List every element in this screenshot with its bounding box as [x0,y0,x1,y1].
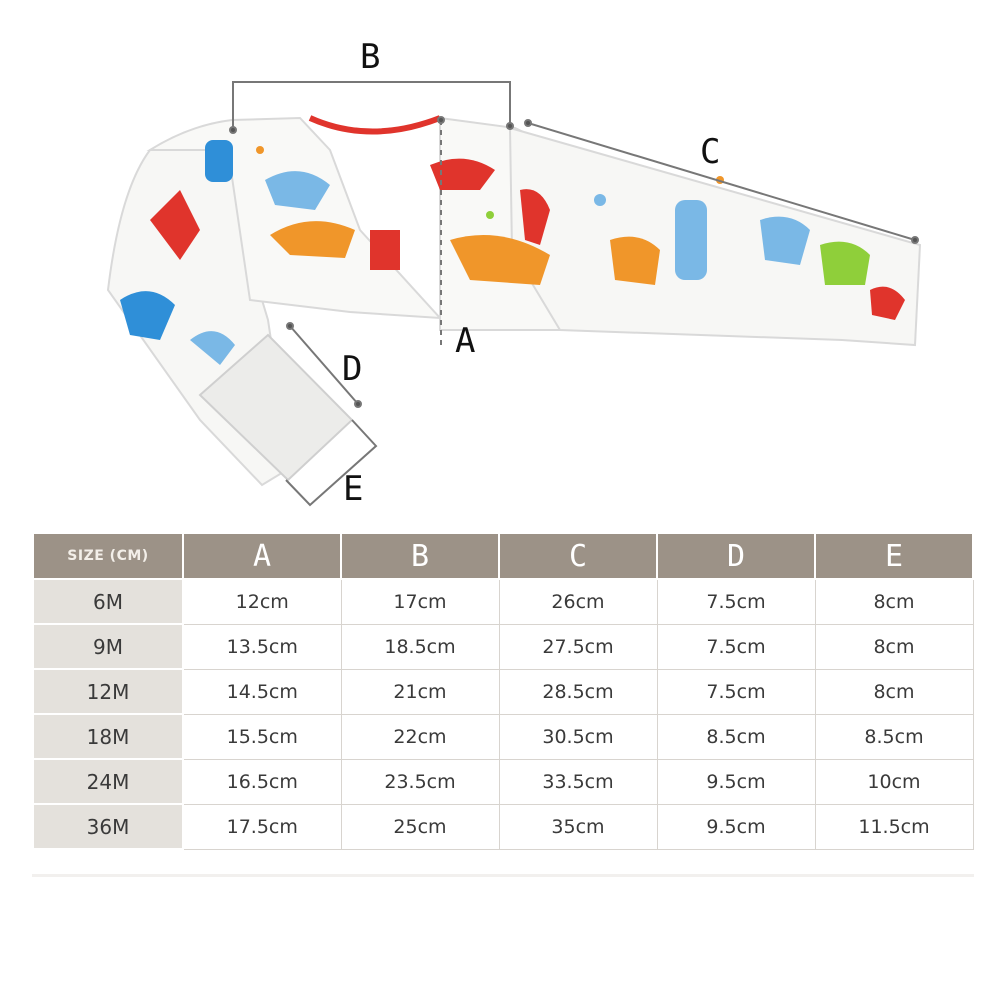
table-cell: 7.5cm [657,579,815,624]
size-label: 6M [33,579,183,624]
table-cell: 26cm [499,579,657,624]
table-cell: 7.5cm [657,624,815,669]
table-cell: 28.5cm [499,669,657,714]
table-cell: 18.5cm [341,624,499,669]
neckline [310,118,440,132]
column-header-d: D [657,533,815,579]
table-cell: 14.5cm [183,669,341,714]
column-header-c: C [499,533,657,579]
table-cell: 21cm [341,669,499,714]
size-chart-table [32,532,974,850]
table-row [33,579,973,624]
table-row [33,759,973,804]
table-cell: 23.5cm [341,759,499,804]
table-cell: 30.5cm [499,714,657,759]
shrug-garment [108,118,920,485]
size-label: 24M [33,759,183,804]
table-cell: 15.5cm [183,714,341,759]
table-cell: 8.5cm [815,714,973,759]
table-row [33,624,973,669]
table-cell: 8.5cm [657,714,815,759]
table-cell: 16.5cm [183,759,341,804]
size-label: 9M [33,624,183,669]
column-header-e: E [815,533,973,579]
table-shadow-divider [32,874,974,877]
table-row [33,714,973,759]
size-label: 36M [33,804,183,849]
size-label: 18M [33,714,183,759]
size-column-header: SIZE (CM) [33,533,183,579]
table-cell: 10cm [815,759,973,804]
table-cell: 8cm [815,669,973,714]
table-cell: 27.5cm [499,624,657,669]
table-cell: 17cm [341,579,499,624]
label-e: E [343,469,364,509]
table-cell: 11.5cm [815,804,973,849]
table-cell: 35cm [499,804,657,849]
table-cell: 22cm [341,714,499,759]
table-cell: 12cm [183,579,341,624]
table-cell: 8cm [815,624,973,669]
table-header-row [33,533,973,579]
table-cell: 17.5cm [183,804,341,849]
table-row [33,669,973,714]
table-cell: 8cm [815,579,973,624]
table-cell: 7.5cm [657,669,815,714]
table-cell: 25cm [341,804,499,849]
table-cell: 33.5cm [499,759,657,804]
table-row [33,804,973,849]
column-header-b: B [341,533,499,579]
label-a: A [455,321,476,361]
label-b: B [360,37,381,77]
label-d: D [342,349,363,389]
table-cell: 13.5cm [183,624,341,669]
column-header-a: A [183,533,341,579]
table-cell: 9.5cm [657,759,815,804]
size-label: 12M [33,669,183,714]
table-cell: 9.5cm [657,804,815,849]
label-c: C [700,132,721,172]
